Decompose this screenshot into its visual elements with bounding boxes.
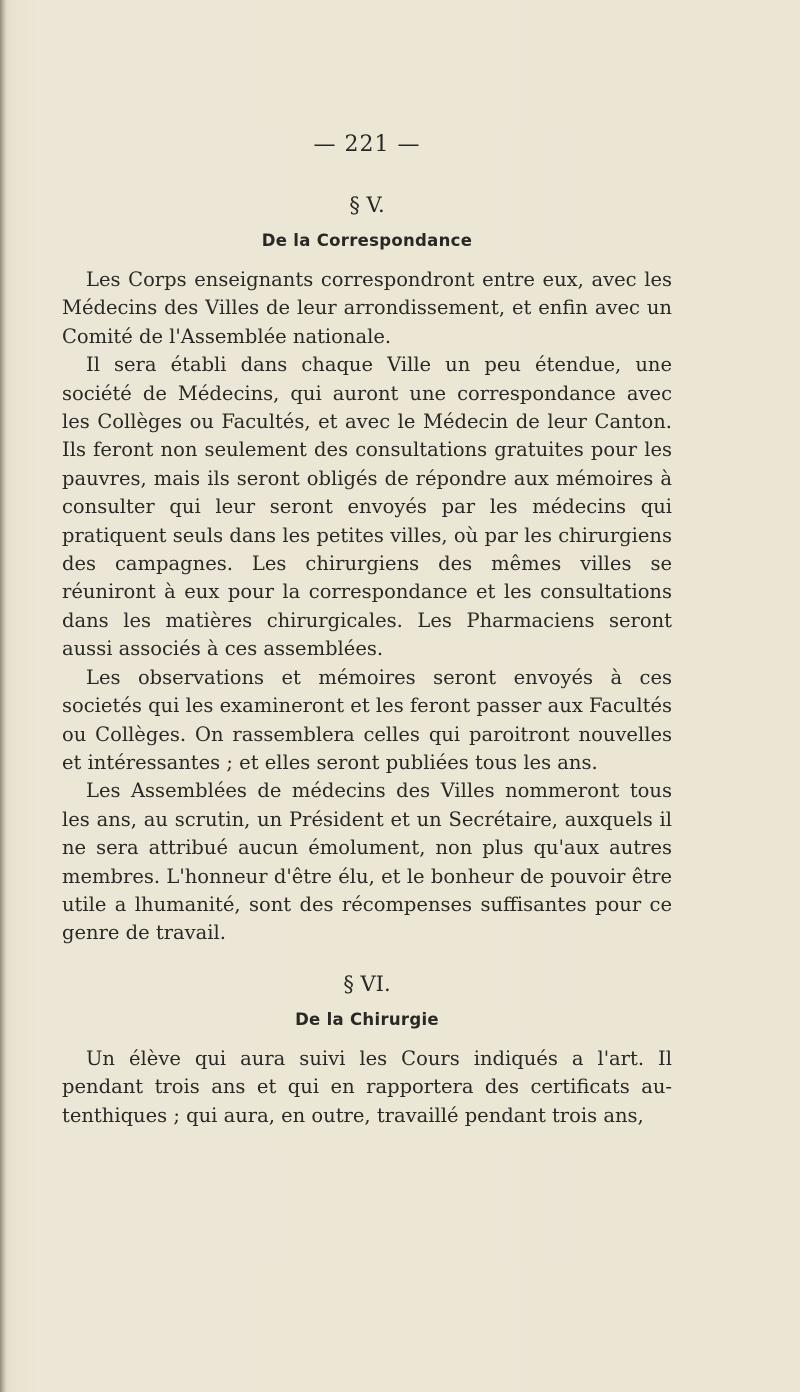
section-v	[62, 193, 672, 948]
section-vi	[62, 972, 672, 1130]
paragraph: Il sera établi dans chaque Ville un peu étendue, une société de Médecins, qui auront une correspondance avec les Collèges ou Facultés, et avec le Médecin de leur Canton. Ils feront non seulement des consultations gratuites pour les pauvres, mais ils seront obligés de répondre aux mémoires à consulter qui leur seront envoyés par les médecins qui pratiquent seuls dans les petites villes, où par les chirurgiens des campagnes. Les chirurgiens des mêmes villes se réuniront à eux pour la correspondance et les consultations dans les matières chirurgicales. Les Pharmaciens seront aussi associés à ces assemblées.	[62, 353, 672, 661]
section-title: De la Chirurgie	[295, 1009, 439, 1029]
page-binding-edge	[0, 0, 6, 1392]
paragraph: Les observations et mémoires seront envoyés à ces societés qui les examineront et les feront passer aux Facultés ou Collèges. On rassemblera celles qui paroitront nouvelles et intéressantes ; et elles seront publiées tous les ans.	[62, 665, 672, 774]
page-number: — 221 —	[313, 132, 421, 157]
section-title: De la Correspondance	[261, 231, 473, 250]
paragraph: Les Assemblées de médecins des Villes nommeront tous les ans, au scrutin, un Président et un Secrétaire, auxquels il ne sera attribué aucun émolument, non plus qu'aux autres membres. L'honneur d'être élu, et le bonheur de pouvoir être utile a lhumanité, sont des récompenses suffisantes pour ce genre de travail.	[62, 779, 672, 945]
paragraph: Un élève qui aura suivi les Cours indiqués a l'art. Il pendant trois ans et qui en rapportera des certificats autenthiques ; qui aura, en outre, travaillé pendant trois ans,	[62, 1046, 672, 1127]
paragraph: Les Corps enseignants correspondront entre eux, avec les Médecins des Villes de leur arrondissement, et enfin avec un Comité de l'Assemblée nationale.	[62, 268, 672, 348]
section-mark: § VI.	[343, 971, 391, 996]
section-mark: § V.	[349, 193, 385, 217]
page-content	[62, 132, 672, 1130]
